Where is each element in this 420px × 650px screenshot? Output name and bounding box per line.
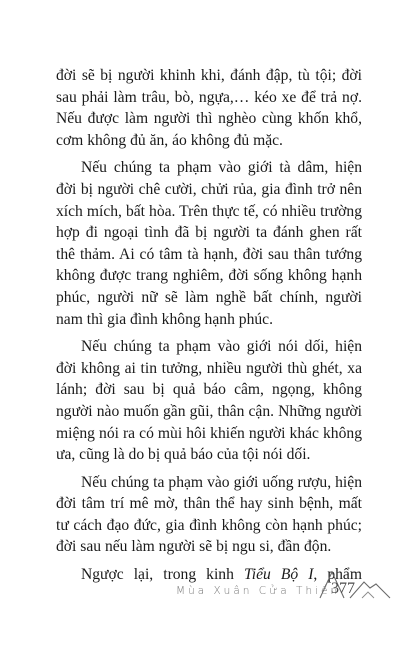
mountain-icon (318, 568, 398, 604)
paragraph-1: đời sẽ bị người khinh khi, đánh đập, tù tội; đời sau phải làm trâu, bò, ngựa,… kéo xe để trả nợ. Nếu được làm người thì nghèo cùng khốn khổ, cơm không đủ ăn, áo không đủ mặc. (56, 67, 362, 149)
scripture-title: Tiểu Bộ I (243, 566, 314, 584)
paragraph-4: Nếu chúng ta phạm vào giới uống rượu, hiện đời tâm trí mê mờ, thân thể hay sinh bệnh, mất tư cách đạo đức, gia đình không còn hạnh phúc; đời sau nếu làm người sẽ bị ngu si, đần độn. (56, 473, 362, 556)
paragraph-2: Nếu chúng ta phạm vào giới tà dâm, hiện đời bị người chê cười, chửi rủa, gia đình trở nên xích mích, bất hòa. Trên thực tế, có nhiều trường hợp đi ngoại tình đã bị người ta đánh ghen rất thê thảm. Ai có tâm tà hạnh, đời sau thân tướng không được trang nghiêm, đời sống không hạnh phúc, người nữ sẽ làm nghề bất chính, người nam thì gia đình không hạnh phúc. (56, 159, 362, 328)
page-body (56, 65, 362, 592)
page-footer (0, 578, 420, 618)
paragraph-5-text-after: , phẩm (313, 566, 362, 584)
book-title: Mùa Xuân Cửa Thiền (176, 585, 341, 597)
paragraph-5-text-before: Ngược lại, trong kinh (81, 566, 244, 584)
paragraph-3: Nếu chúng ta phạm vào giới nói dối, hiện đời không ai tin tưởng, nhiều người thù ghét, xa lánh; đời sau bị quả báo câm, ngọng, không người nào muốn gần gũi, thân cận. Những người miệng nói ra có mùi hôi khiến người khác không ưa, cũng là do bị quả báo của tội nói dối. (56, 338, 362, 464)
page-number: 377 (331, 580, 355, 597)
